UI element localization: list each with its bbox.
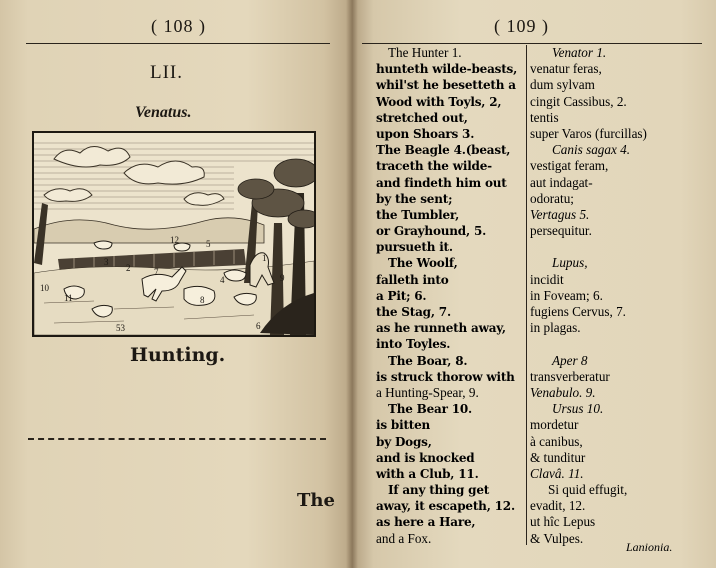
english-line: If any thing get [388,483,490,498]
engraving-label-7: 7 [154,267,159,277]
english-line: traceth the wilde- [376,159,492,174]
book-gutter [346,0,358,568]
engraving-label-8: 8 [200,295,205,305]
latin-line: incidit [530,271,564,287]
english-line: as here a Hare, [376,515,476,530]
english-line: a Hunting-Spear, 9. [376,384,479,400]
latin-line: in Foveam; 6. [530,287,603,303]
page-number-109: ( 109 ) [494,16,549,36]
engraving-label-4: 4 [220,275,225,285]
latin-line: persequitur. [530,223,592,239]
english-line: stretched out, [376,110,468,125]
english-column [376,45,524,547]
english-line: The Boar, 8. [388,353,468,368]
latin-line [530,239,670,255]
latin-title: Venatus. [135,104,192,121]
english-title: Hunting. [130,344,226,366]
english-line: and findeth him out [376,175,507,190]
header-rule [26,43,330,44]
latin-line: Aper 8 [552,352,588,368]
english-line: and is knocked [376,450,475,465]
latin-line: Canis sagax 4. [552,142,631,158]
english-line: The Woolf, [388,256,458,271]
english-line: is struck thorow with [376,369,515,384]
english-line: a Pit; 6. [376,288,427,303]
latin-line: Si quid effugit, [548,482,628,498]
engraving-label-3: 3 [104,257,109,267]
latin-line: mordetur [530,417,579,433]
latin-line: Lupus, [552,255,588,271]
latin-line: Clavâ. 11. [530,465,584,481]
latin-line: transverberatur [530,368,610,384]
footer-catchword: Lanionia. [626,540,673,554]
latin-line: à canibus, [530,433,583,449]
english-line: the Tumbler, [376,207,460,222]
engraving-label-53: 53 [116,323,125,333]
latin-line: super Varos (furcillas) [530,125,647,141]
chapter-number: LII. [150,62,184,83]
dashed-rule [28,438,326,440]
latin-line: in plagas. [530,320,581,336]
engraving-label-10: 10 [40,283,49,293]
english-line: upon Shoars 3. [376,126,475,141]
latin-line: evadit, 12. [530,498,586,514]
page-number-108: ( 108 ) [151,16,206,36]
english-line: as he runneth away, [376,321,506,336]
english-line: hunteth wilde-beasts, [376,62,518,77]
english-line: by Dogs, [376,434,432,449]
catchword: The [297,490,335,511]
english-line: The Bear 10. [388,402,472,417]
header-rule-right [362,43,702,44]
english-line: and a Fox. [376,530,432,546]
engraving-label-11: 11 [64,293,73,303]
latin-line: ut hîc Lepus [530,514,596,530]
english-line: with a Club, 11. [376,466,479,481]
latin-line [530,336,670,352]
latin-line: Ursus 10. [552,401,604,417]
engraving-label-2: 2 [126,263,131,273]
english-line: whil'st he besetteth a [376,78,516,93]
english-line: pursueth it. [376,240,453,255]
latin-line: fugiens Cervus, 7. [530,304,626,319]
latin-column [530,45,670,547]
english-line: into Toyles. [376,337,451,352]
english-line: falleth into [376,272,449,287]
english-line: by the sent; [376,191,453,206]
english-line: The Hunter 1. [388,45,462,60]
hunting-engraving [32,131,316,337]
engraving-label-9: 9 [280,273,285,283]
english-line: Wood with Toyls, 2, [376,94,502,109]
engraving-label-6: 6 [256,321,261,331]
english-line: away, it escapeth, 12. [376,499,515,514]
english-line: is bitten [376,418,431,433]
latin-line: venatur feras, [530,61,602,77]
left-page [0,0,352,568]
latin-line: & Vulpes. [530,530,584,546]
latin-line: Venabulo. 9. [530,384,596,400]
engraving-label-12: 12 [170,235,179,245]
latin-line: cingit Cassibus, 2. [530,93,627,109]
latin-line: & tunditur [530,449,586,465]
english-line: or Grayhound, 5. [376,224,487,239]
latin-line: Venator 1. [552,45,607,60]
column-divider [526,45,527,545]
latin-line: vestigat feram, [530,158,609,174]
latin-line: tentis [530,109,559,125]
engraving-label-1: 1 [262,253,267,263]
english-line: The Beagle 4.(beast, [376,143,511,158]
latin-line: odoratu; [530,190,574,206]
engraving-label-5: 5 [206,239,211,249]
latin-line: Vertagus 5. [530,206,590,222]
english-line: the Stag, 7. [376,305,451,319]
latin-line: dum sylvam [530,77,595,93]
latin-line: aut indagat- [530,174,593,190]
